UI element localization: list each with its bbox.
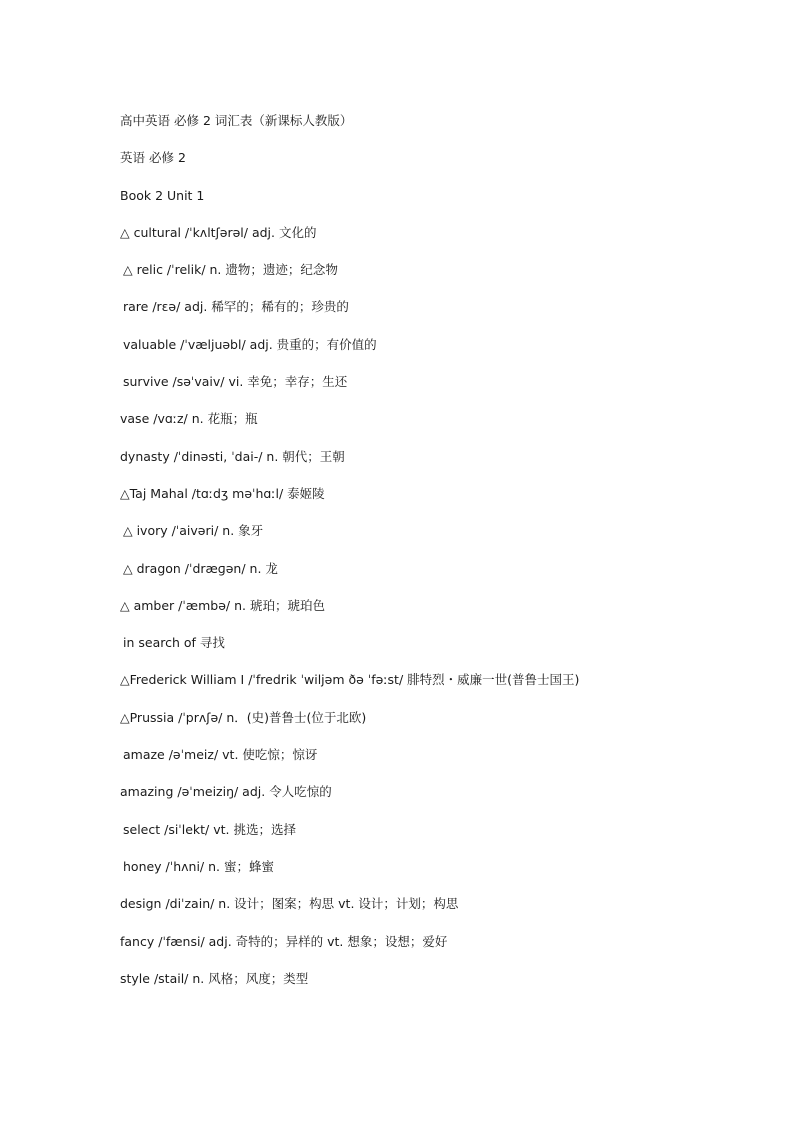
vocabulary-entry: △Prussia /ˈprʌʃə/ n．(史)普鲁士(位于北欧)	[120, 709, 367, 725]
vocabulary-entry: △ cultural /ˈkʌltʃərəl/ adj. 文化的	[120, 224, 317, 240]
vocabulary-list	[120, 222, 760, 1005]
document-title: 高中英语 必修 2 词汇表（新课标人教版）	[120, 113, 353, 128]
vocabulary-entry: △ amber /ˈæmbə/ n. 琥珀；琥珀色	[120, 597, 325, 613]
vocabulary-entry: valuable /ˈvæljuəbl/ adj. 贵重的；有价值的	[123, 336, 377, 352]
vocabulary-entry: △ relic /ˈrelik/ n. 遗物；遗迹；纪念物	[123, 262, 338, 278]
vocabulary-entry: △Taj Mahal /tɑːdʒ məˈhɑːl/ 泰姬陵	[120, 485, 325, 501]
vocabulary-entry: fancy /ˈfænsi/ adj. 奇特的；异样的 vt. 想象；设想；爱好	[120, 933, 448, 949]
vocabulary-entry: honey /ˈhʌni/ n. 蜜；蜂蜜	[123, 858, 274, 874]
unit-heading: Book 2 Unit 1	[120, 187, 205, 203]
vocabulary-entry: in search of 寻找	[123, 635, 225, 651]
vocabulary-entry: amaze /əˈmeiz/ vt. 使吃惊；惊讶	[123, 747, 318, 763]
vocabulary-entry: select /siˈlekt/ vt. 挑选；选择	[123, 821, 296, 837]
document-content	[120, 110, 760, 1005]
vocabulary-entry: rare /rɛə/ adj. 稀罕的；稀有的；珍贵的	[123, 299, 349, 315]
vocabulary-entry: △Frederick William Ⅰ /ˈfredrik ˈwiljəm ðə ˈfəːst/ 腓特烈・威廉一世(普鲁士国王)	[120, 672, 580, 688]
vocabulary-entry: style /stail/ n. 风格；风度；类型	[120, 970, 309, 986]
vocabulary-entry: △ dragon /ˈdræɡən/ n. 龙	[123, 560, 278, 576]
vocabulary-entry: △ ivory /ˈaivəri/ n. 象牙	[123, 523, 264, 539]
document-subtitle: 英语 必修 2	[120, 150, 186, 166]
vocabulary-entry: vase /vɑːz/ n. 花瓶；瓶	[120, 411, 258, 427]
vocabulary-entry: survive /səˈvaiv/ vi. 幸免；幸存；生还	[123, 374, 348, 390]
vocabulary-entry: dynasty /ˈdinəsti, ˈdai-/ n. 朝代；王朝	[120, 448, 345, 464]
vocabulary-entry: amazing /əˈmeiziŋ/ adj. 令人吃惊的	[120, 784, 332, 800]
vocabulary-entry: design /diˈzain/ n. 设计；图案；构思 vt. 设计；计划；构思	[120, 896, 459, 912]
